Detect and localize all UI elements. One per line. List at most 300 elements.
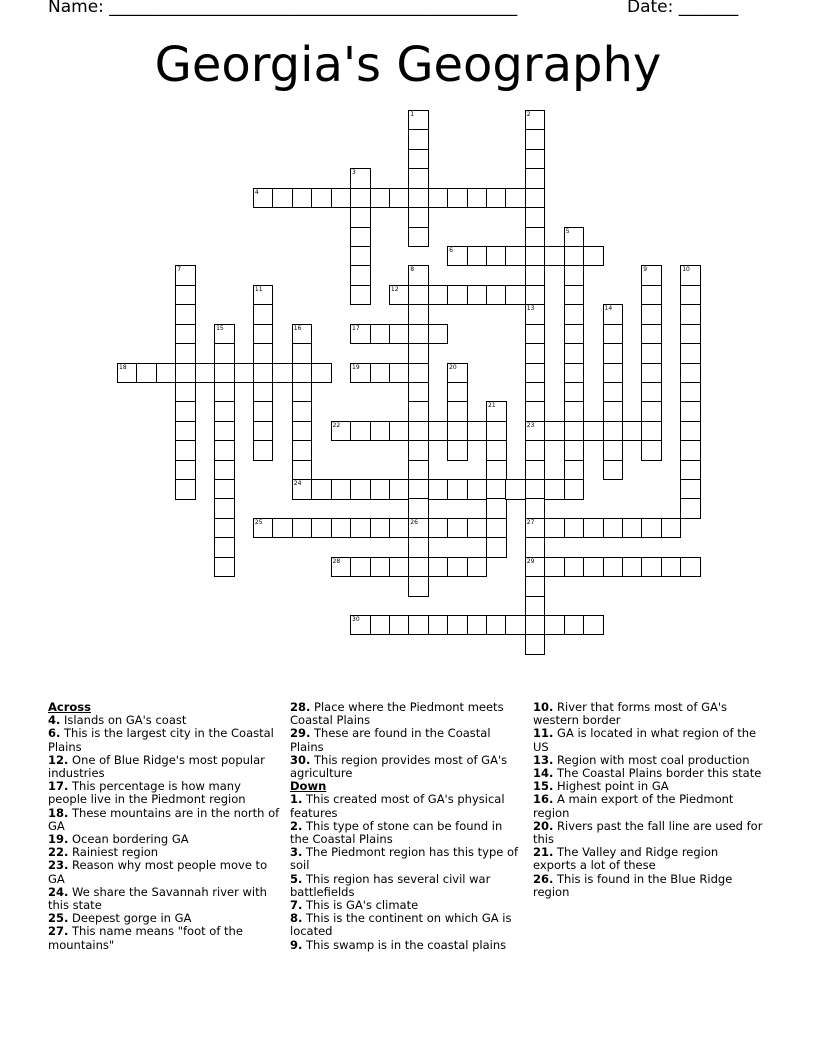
grid-cell[interactable] [505,615,526,636]
grid-cell[interactable] [234,363,255,384]
grid-cell[interactable] [428,188,449,209]
grid-cell[interactable] [408,537,429,558]
grid-cell[interactable] [389,518,410,539]
grid-cell[interactable] [564,460,585,481]
grid-cell[interactable] [408,304,429,325]
clue-number: 7 [177,266,182,274]
grid-cell[interactable] [680,421,701,442]
grid-cell[interactable] [408,401,429,422]
grid-cell[interactable] [447,421,468,442]
grid-cell[interactable] [525,207,546,228]
grid-cell[interactable] [525,498,546,519]
grid-cell[interactable] [486,421,507,442]
grid-cell[interactable] [544,421,565,442]
grid-cell[interactable] [408,227,429,248]
grid-cell[interactable] [253,440,274,461]
grid-cell[interactable] [564,401,585,422]
grid-cell[interactable] [292,440,313,461]
grid-cell[interactable] [389,188,410,209]
grid-cell[interactable] [253,382,274,403]
grid-cell[interactable] [175,479,196,500]
grid-cell[interactable] [408,615,429,636]
grid-cell[interactable] [680,324,701,345]
grid-cell[interactable] [564,363,585,384]
grid-cell[interactable] [408,518,429,539]
grid-cell[interactable] [583,615,604,636]
grid-cell[interactable] [525,596,546,617]
grid-cell[interactable] [156,363,177,384]
grid-cell[interactable] [253,363,274,384]
grid-cell[interactable] [525,401,546,422]
grid-cell[interactable] [525,479,546,500]
grid-cell[interactable] [525,265,546,286]
grid-cell[interactable] [447,246,468,267]
grid-cell[interactable] [292,363,313,384]
grid-cell[interactable] [641,557,662,578]
grid-cell[interactable] [214,363,235,384]
grid-cell[interactable] [370,615,391,636]
grid-cell[interactable] [428,557,449,578]
grid-cell[interactable] [486,498,507,519]
grid-cell[interactable] [272,363,293,384]
grid-cell[interactable] [486,479,507,500]
grid-cell[interactable] [525,557,546,578]
grid-cell[interactable] [680,460,701,481]
grid-cell[interactable] [428,285,449,306]
grid-cell[interactable] [175,460,196,481]
grid-cell[interactable] [447,382,468,403]
grid-cell[interactable] [525,421,546,442]
grid-cell[interactable] [525,149,546,170]
grid-cell[interactable] [680,285,701,306]
grid-cell[interactable] [641,265,662,286]
grid-cell[interactable] [214,343,235,364]
grid-cell[interactable] [525,576,546,597]
grid-cell[interactable] [505,479,526,500]
grid-cell[interactable] [525,460,546,481]
grid-cell[interactable] [641,421,662,442]
grid-cell[interactable] [603,421,624,442]
grid-cell[interactable] [175,304,196,325]
grid-cell[interactable] [505,285,526,306]
grid-cell[interactable] [447,518,468,539]
grid-cell[interactable] [467,285,488,306]
grid-cell[interactable] [389,363,410,384]
clue-item [290,939,522,952]
grid-cell[interactable] [214,479,235,500]
grid-cell[interactable] [583,518,604,539]
grid-cell[interactable] [292,188,313,209]
grid-cell[interactable] [428,479,449,500]
grid-cell[interactable] [641,440,662,461]
grid-cell[interactable] [603,460,624,481]
grid-cell[interactable] [389,615,410,636]
grid-cell[interactable] [564,421,585,442]
grid-cell[interactable] [525,324,546,345]
grid-cell[interactable] [350,557,371,578]
grid-cell[interactable] [311,363,332,384]
grid-cell[interactable] [428,324,449,345]
grid-cell[interactable] [408,498,429,519]
grid-cell[interactable] [467,557,488,578]
grid-cell[interactable] [389,557,410,578]
grid-cell[interactable] [467,188,488,209]
grid-cell[interactable] [564,246,585,267]
clue-item-text: Ocean bordering GA [68,832,189,847]
grid-cell[interactable] [603,343,624,364]
grid-cell[interactable] [350,265,371,286]
clue-number: 25 [254,518,263,526]
clue-item-number: 12. [48,752,69,767]
grid-cell[interactable] [486,440,507,461]
grid-cell[interactable] [603,557,624,578]
clue-number: 6 [449,246,453,254]
grid-cell[interactable] [525,518,546,539]
grid-cell[interactable] [467,421,488,442]
grid-cell[interactable] [525,537,546,558]
grid-cell[interactable] [622,421,643,442]
grid-cell[interactable] [564,343,585,364]
grid-cell[interactable] [389,421,410,442]
grid-cell[interactable] [428,518,449,539]
grid-cell[interactable] [175,265,196,286]
grid-cell[interactable] [408,460,429,481]
grid-cell[interactable] [350,421,371,442]
grid-cell[interactable] [214,324,235,345]
grid-cell[interactable] [467,479,488,500]
grid-cell[interactable] [408,188,429,209]
grid-cell[interactable] [525,304,546,325]
grid-cell[interactable] [447,363,468,384]
grid-cell[interactable] [350,188,371,209]
grid-cell[interactable] [331,421,352,442]
grid-cell[interactable] [350,207,371,228]
grid-cell[interactable] [641,324,662,345]
grid-cell[interactable] [505,188,526,209]
clue-item-number: 27. [48,924,69,939]
clue-item-text: This is the continent on which GA is located [290,911,512,939]
grid-cell[interactable] [641,285,662,306]
grid-cell[interactable] [544,518,565,539]
grid-cell[interactable] [175,421,196,442]
grid-cell[interactable] [408,168,429,189]
clue-item-number: 15. [533,779,554,794]
grid-cell[interactable] [525,634,546,655]
grid-cell[interactable] [370,324,391,345]
grid-cell[interactable] [641,304,662,325]
grid-cell[interactable] [292,518,313,539]
grid-cell[interactable] [622,518,643,539]
clue-item-number: 24. [48,884,69,899]
grid-cell[interactable] [680,557,701,578]
grid-cell[interactable] [525,615,546,636]
grid-cell[interactable] [467,615,488,636]
grid-cell[interactable] [447,440,468,461]
grid-cell[interactable] [564,382,585,403]
grid-cell[interactable] [175,285,196,306]
grid-cell[interactable] [564,227,585,248]
grid-cell[interactable] [544,246,565,267]
grid-cell[interactable] [408,129,429,150]
grid-cell[interactable] [408,557,429,578]
grid-cell[interactable] [175,363,196,384]
grid-cell[interactable] [408,421,429,442]
grid-cell[interactable] [564,615,585,636]
grid-cell[interactable] [214,518,235,539]
grid-cell[interactable] [214,382,235,403]
grid-cell[interactable] [253,401,274,422]
grid-cell[interactable] [253,188,274,209]
clue-item [290,873,522,899]
grid-cell[interactable] [311,518,332,539]
grid-cell[interactable] [486,615,507,636]
grid-cell[interactable] [680,343,701,364]
grid-cell[interactable] [680,363,701,384]
clue-number: 16 [293,324,302,332]
grid-cell[interactable] [370,421,391,442]
grid-cell[interactable] [486,537,507,558]
grid-cell[interactable] [408,265,429,286]
grid-cell[interactable] [467,518,488,539]
clue-item-number: 23. [48,858,69,873]
clue-item-text: Rivers past the fall line are used for this [533,818,763,847]
grid-cell[interactable] [564,285,585,306]
grid-cell[interactable] [544,557,565,578]
grid-cell[interactable] [389,285,410,306]
grid-cell[interactable] [428,421,449,442]
grid-cell[interactable] [253,324,274,345]
grid-cell[interactable] [661,557,682,578]
grid-cell[interactable] [661,518,682,539]
grid-cell[interactable] [292,343,313,364]
grid-cell[interactable] [214,421,235,442]
grid-cell[interactable] [408,479,429,500]
grid-cell[interactable] [195,363,216,384]
grid-cell[interactable] [447,188,468,209]
clue-item [533,793,765,819]
grid-cell[interactable] [408,382,429,403]
grid-cell[interactable] [467,246,488,267]
grid-cell[interactable] [214,460,235,481]
grid-cell[interactable] [564,518,585,539]
grid-cell[interactable] [350,246,371,267]
grid-cell[interactable] [350,363,371,384]
grid-cell[interactable] [253,421,274,442]
grid-cell[interactable] [525,227,546,248]
grid-cell[interactable] [641,382,662,403]
grid-cell[interactable] [641,518,662,539]
grid-cell[interactable] [350,227,371,248]
grid-cell[interactable] [525,285,546,306]
grid-cell[interactable] [447,479,468,500]
grid-cell[interactable] [583,246,604,267]
grid-cell[interactable] [370,363,391,384]
grid-cell[interactable] [370,479,391,500]
clue-item-number: 6. [48,726,61,741]
grid-cell[interactable] [408,363,429,384]
grid-cell[interactable] [505,246,526,267]
clue-item-text: This type of stone can be found in the Coastal Plains [290,818,503,847]
grid-cell[interactable] [486,285,507,306]
grid-cell[interactable] [583,557,604,578]
grid-cell[interactable] [408,440,429,461]
clue-item [48,727,280,753]
grid-cell[interactable] [544,615,565,636]
clue-item-text: This is the largest city in the Coastal Plains [48,726,274,754]
grid-cell[interactable] [253,518,274,539]
grid-cell[interactable] [564,479,585,500]
grid-cell[interactable] [525,168,546,189]
grid-cell[interactable] [603,324,624,345]
grid-cell[interactable] [603,440,624,461]
clue-item-number: 13. [533,752,554,767]
grid-cell[interactable] [175,401,196,422]
grid-cell[interactable] [486,401,507,422]
grid-cell[interactable] [214,537,235,558]
grid-cell[interactable] [564,265,585,286]
grid-cell[interactable] [311,479,332,500]
grid-cell[interactable] [408,110,429,131]
grid-cell[interactable] [370,557,391,578]
clue-item [533,846,765,872]
grid-cell[interactable] [175,324,196,345]
grid-cell[interactable] [525,246,546,267]
grid-cell[interactable] [350,479,371,500]
clue-number: 1 [410,111,415,118]
clue-item [48,754,280,780]
grid-cell[interactable] [641,363,662,384]
grid-cell[interactable] [389,479,410,500]
grid-cell[interactable] [350,168,371,189]
grid-cell[interactable] [408,324,429,345]
grid-cell[interactable] [603,363,624,384]
grid-cell[interactable] [175,382,196,403]
grid-cell[interactable] [603,518,624,539]
grid-cell[interactable] [564,324,585,345]
grid-cell[interactable] [272,188,293,209]
grid-cell[interactable] [292,324,313,345]
clue-number: 15 [216,324,224,332]
grid-cell[interactable] [408,285,429,306]
grid-cell[interactable] [292,421,313,442]
grid-cell[interactable] [350,285,371,306]
grid-cell[interactable] [680,401,701,422]
grid-cell[interactable] [117,363,138,384]
grid-cell[interactable] [603,382,624,403]
grid-cell[interactable] [447,615,468,636]
grid-cell[interactable] [680,304,701,325]
grid-cell[interactable] [525,110,546,131]
grid-cell[interactable] [564,557,585,578]
grid-cell[interactable] [583,421,604,442]
grid-cell[interactable] [253,285,274,306]
grid-cell[interactable] [292,479,313,500]
grid-cell[interactable] [486,246,507,267]
grid-cell[interactable] [370,188,391,209]
clue-number: 5 [565,227,570,235]
grid-cell[interactable] [408,343,429,364]
name-field[interactable]: Name: ________________________________________________ [48,0,518,17]
grid-cell[interactable] [525,343,546,364]
grid-cell[interactable] [214,498,235,519]
grid-cell[interactable] [447,557,468,578]
clue-item-text: This percentage is how many people live in the Piedmont region [48,779,246,807]
grid-cell[interactable] [292,382,313,403]
grid-cell[interactable] [408,149,429,170]
grid-cell[interactable] [525,129,546,150]
grid-cell[interactable] [447,401,468,422]
grid-cell[interactable] [447,285,468,306]
grid-cell[interactable] [525,382,546,403]
grid-cell[interactable] [486,188,507,209]
grid-cell[interactable] [175,343,196,364]
clue-item [533,873,765,899]
clue-number: 28 [332,557,341,565]
grid-cell[interactable] [331,518,352,539]
grid-cell[interactable] [389,324,410,345]
grid-cell[interactable] [311,188,332,209]
grid-cell[interactable] [331,188,352,209]
grid-cell[interactable] [641,401,662,422]
grid-cell[interactable] [486,460,507,481]
grid-cell[interactable] [603,401,624,422]
grid-cell[interactable] [350,324,371,345]
grid-cell[interactable] [525,440,546,461]
clue-number: 11 [254,285,263,293]
grid-cell[interactable] [428,615,449,636]
grid-cell[interactable] [680,498,701,519]
grid-cell[interactable] [253,304,274,325]
grid-cell[interactable] [564,440,585,461]
grid-cell[interactable] [680,382,701,403]
grid-cell[interactable] [486,518,507,539]
grid-cell[interactable] [525,363,546,384]
clue-item-text: Islands on GA's coast [60,713,187,728]
clue-item [290,912,522,938]
clue-item-number: 7. [290,898,303,913]
grid-cell[interactable] [603,304,624,325]
grid-cell[interactable] [641,343,662,364]
date-field[interactable]: Date: _______ [627,0,739,17]
grid-cell[interactable] [214,557,235,578]
grid-cell[interactable] [564,304,585,325]
grid-cell[interactable] [680,265,701,286]
grid-cell[interactable] [370,518,391,539]
grid-cell[interactable] [331,557,352,578]
grid-cell[interactable] [350,518,371,539]
grid-cell[interactable] [136,363,157,384]
grid-cell[interactable] [680,479,701,500]
grid-cell[interactable] [292,401,313,422]
grid-cell[interactable] [214,440,235,461]
grid-cell[interactable] [408,576,429,597]
grid-cell[interactable] [525,188,546,209]
clue-number: 29 [526,557,535,565]
grid-cell[interactable] [680,440,701,461]
clue-item [290,754,522,780]
grid-cell[interactable] [350,615,371,636]
grid-cell[interactable] [292,460,313,481]
grid-cell[interactable] [622,557,643,578]
grid-cell[interactable] [408,207,429,228]
grid-cell[interactable] [272,518,293,539]
grid-cell[interactable] [331,479,352,500]
grid-cell[interactable] [175,440,196,461]
clue-number: 10 [682,266,690,274]
grid-cell[interactable] [214,401,235,422]
grid-cell[interactable] [253,343,274,364]
grid-cell[interactable] [544,479,565,500]
